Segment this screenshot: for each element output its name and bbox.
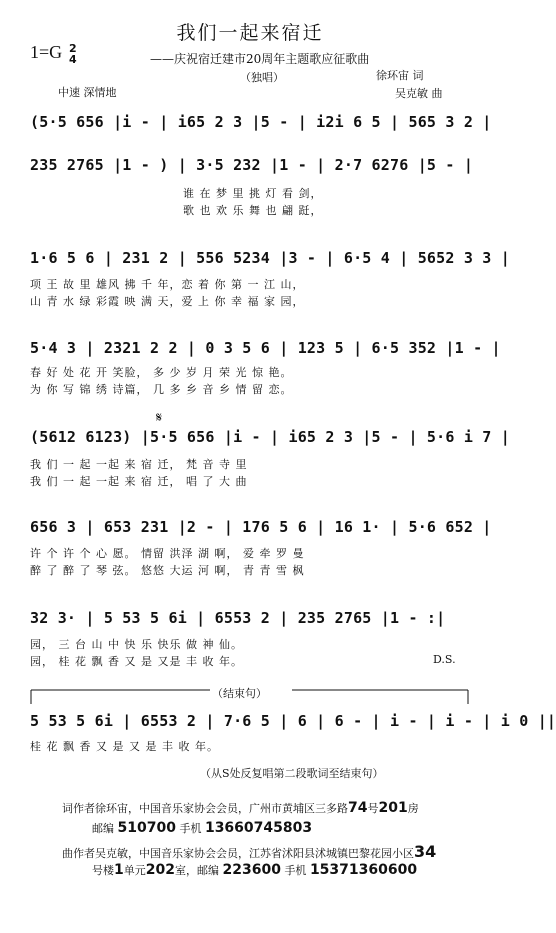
street-number-suffix: 号 xyxy=(367,802,379,815)
block-number: 34 xyxy=(414,842,437,861)
lyrics-row-2-verse-1: 谁 在 梦 里 挑 灯 看 剑， xyxy=(183,187,323,200)
subtitle: ——庆祝宿迁建市20周年主题歌应征歌曲 xyxy=(150,52,370,66)
postcode-label-1: 邮编 xyxy=(92,822,114,835)
notation-row-2: 235 2765 |1 - ) | 3·5 232 |1 - | 2·7 6276 |5 - | xyxy=(30,156,474,174)
notation-row-8: 5 53 5 6i | 6553 2 | 7·6 5 | 6 | 6 - | i - | i - | i 0 || xyxy=(30,712,556,730)
lyricist-info: 词作者徐环宙，中国音乐家协会会员，广州市黄埔区三多路 xyxy=(62,802,348,815)
dal-segno-mark: D.S. xyxy=(433,653,456,666)
phone-2: 15371360600 xyxy=(309,862,418,878)
lyrics-row-4-verse-1: 春 好 处 花 开 笑脸， 多 少 岁 月 荣 光 惊 艳。 xyxy=(30,366,293,379)
song-title: 我们一起来宿迁 xyxy=(176,22,324,44)
lyrics-row-5-verse-1: 我 们 一 起 一起 来 宿 迁， 梵 音 寺 里 xyxy=(30,458,248,471)
notation-row-3: 1·6 5 6 | 231 2 | 556 5234 |3 - | 6·5 4 | 5652 3 3 | xyxy=(30,249,510,267)
notation-row-5: (5612 6123) |5·5 656 |i - | i65 2 3 |5 - | 5·6 i 7 | xyxy=(30,428,510,446)
footer-line-1 xyxy=(62,800,419,816)
tempo-marking: 中速 深情地 xyxy=(58,86,117,99)
phone-label-2: 手机 xyxy=(284,864,307,877)
notation-row-6: 656 3 | 653 231 |2 - | 176 5 6 | 16 1· | 5·6 652 | xyxy=(30,518,492,536)
unit-label: 单元 xyxy=(123,864,146,877)
lyrics-row-7-verse-1: 园， 三 台 山 中 快 乐 快乐 做 神 仙。 xyxy=(30,638,243,651)
room-number: 201 xyxy=(378,800,408,816)
lyrics-row-4-verse-2: 为 你 写 锦 绣 诗篇， 几 多 乡 音 乡 情 留 恋。 xyxy=(30,383,293,396)
lyrics-row-6-verse-1: 许 个 许 个 心 愿。 情留 洪泽 湖 啊， 爱 牵 罗 曼 xyxy=(30,547,305,560)
notation-row-4: 5·4 3 | 2321 2 2 | 0 3 5 6 | 123 5 | 6·5 352 |1 - | xyxy=(30,339,501,357)
lyrics-row-3-verse-1: 项 王 故 里 雄风 拂 千 年，恋 着 你 第 一 江 山， xyxy=(30,278,305,291)
building-label: 号楼 xyxy=(92,864,114,877)
lyrics-row-8: 桂 花 飘 香 又 是 又 是 丰 收 年。 xyxy=(30,740,219,753)
apartment-number: 202 xyxy=(145,862,175,878)
unit-number: 1 xyxy=(114,862,124,878)
phone-label-1: 手机 xyxy=(179,822,202,835)
footer-line-4 xyxy=(92,862,417,878)
notation-row-7: 32 3· | 5 53 5 6i | 6553 2 | 235 2765 |1 - :| xyxy=(30,609,446,627)
postcode-label-2: 室，邮编 xyxy=(174,864,219,877)
phone-1: 13660745803 xyxy=(204,820,313,836)
lyrics-row-2-verse-2: 歌 也 欢 乐 舞 也 翩 跹， xyxy=(183,204,323,217)
postcode-1: 510700 xyxy=(117,820,176,836)
footer-line-3 xyxy=(62,842,436,861)
lyrics-row-7-verse-2: 园， 桂 花 飘 香 又 是 又是 丰 收 年。 xyxy=(30,655,243,668)
repeat-instruction: （从S处反复唱第二段歌词至结束句） xyxy=(200,767,384,780)
lyrics-row-5-verse-2: 我 们 一 起 一起 来 宿 迁， 唱 了 大 曲 xyxy=(30,475,248,488)
ending-label: （结束句） xyxy=(212,687,267,700)
composer-info: 曲作者吴克敏，中国音乐家协会会员，江苏省沭阳县沭城镇巴黎花园小区 xyxy=(62,847,414,860)
footer-line-2 xyxy=(92,820,312,836)
lyrics-row-3-verse-2: 山 青 水 绿 彩霞 映 满 天，爱 上 你 幸 福 家 园， xyxy=(30,295,305,308)
time-signature-bottom: 4 xyxy=(69,53,77,66)
postcode-2: 223600 xyxy=(222,862,281,878)
time-signature-top: 2 xyxy=(69,42,77,55)
street-number: 74 xyxy=(348,800,368,816)
notation-row-1: (5·5 656 |i - | i65 2 3 |5 - | i2i 6 5 | 565 3 2 | xyxy=(30,113,492,131)
key-signature: 1=G xyxy=(30,42,63,62)
segno-sign: 𝄋 xyxy=(156,410,163,426)
performance-type: （独唱） xyxy=(240,71,284,84)
lyrics-row-6-verse-2: 醉 了 醉 了 琴 弦。 悠悠 大运 河 啊， 青 青 雪 枫 xyxy=(30,564,305,577)
composer-credit: 吴克敏 曲 xyxy=(395,87,443,100)
room-suffix: 房 xyxy=(407,802,419,815)
lyricist-credit: 徐环宙 词 xyxy=(376,69,424,82)
